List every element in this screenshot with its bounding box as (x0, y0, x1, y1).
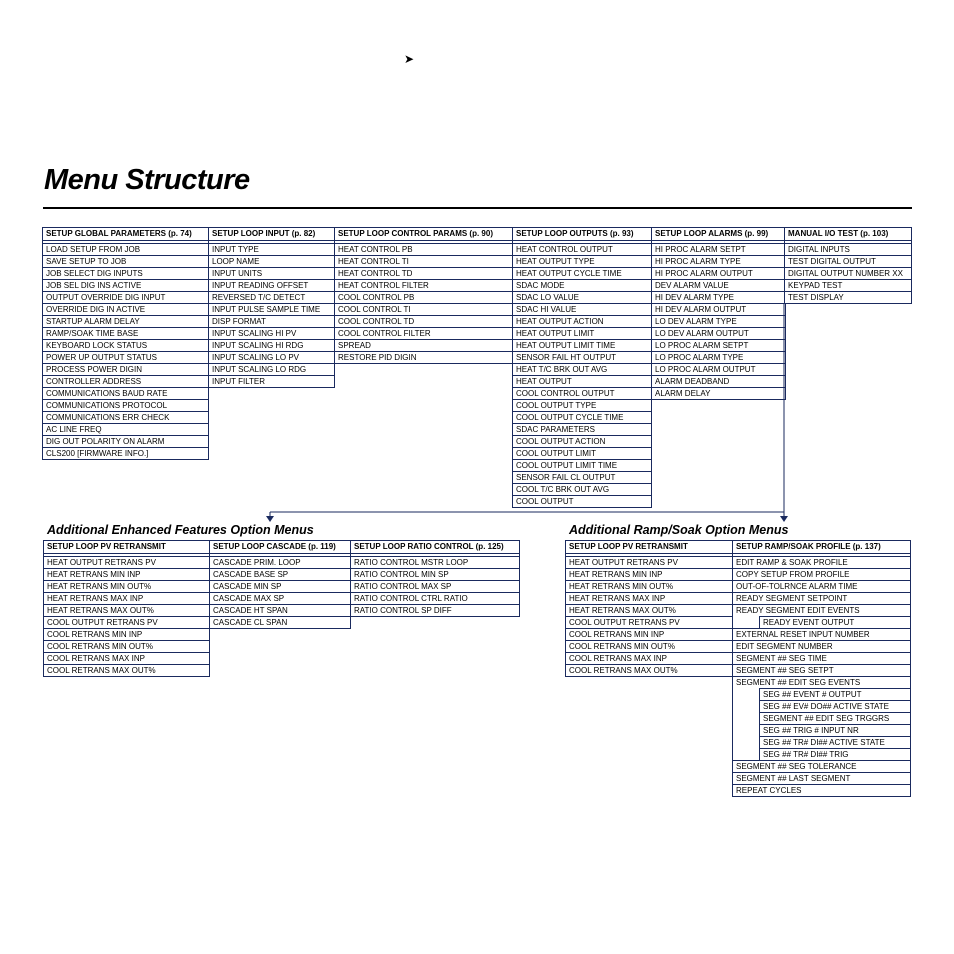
menu-item: POWER UP OUTPUT STATUS (43, 351, 208, 363)
menu-item: LOAD SETUP FROM JOB (43, 243, 208, 255)
menu-item: HEAT RETRANS MAX INP (44, 592, 209, 604)
menu-header: SETUP RAMP/SOAK PROFILE (p. 137) (733, 541, 910, 554)
menu-item: READY SEGMENT SETPOINT (733, 592, 910, 604)
menu-item: SEGMENT ## EDIT SEG TRGGRS (759, 712, 910, 724)
menu-item: HEAT RETRANS MAX OUT% (566, 604, 732, 616)
menu-header: SETUP LOOP PV RETRANSMIT (566, 541, 732, 554)
menu-item: OUT-OF-TOLRNCE ALARM TIME (733, 580, 910, 592)
menu-item: COMMUNICATIONS PROTOCOL (43, 399, 208, 411)
menu-item: REPEAT CYCLES (733, 784, 910, 796)
menu-item: KEYPAD TEST (785, 279, 911, 291)
menu-item: RATIO CONTROL MIN SP (351, 568, 519, 580)
menu-item: COOL CONTROL TD (335, 315, 512, 327)
menu-item: EDIT RAMP & SOAK PROFILE (733, 556, 910, 568)
menu-item: SENSOR FAIL HT OUTPUT (513, 351, 651, 363)
menu-item: SEGMENT ## SEG TIME (733, 652, 910, 664)
menu-item: TEST DISPLAY (785, 291, 911, 303)
pointer-arrow-icon: ➤ (404, 52, 415, 66)
menu-item: COOL RETRANS MIN OUT% (44, 640, 209, 652)
arrow-down-icon (780, 516, 788, 522)
menu-item: SPREAD (335, 339, 512, 351)
menu-item: COMMUNICATIONS ERR CHECK (43, 411, 208, 423)
menu-item: SENSOR FAIL CL OUTPUT (513, 471, 651, 483)
menu-item: SEGMENT ## EDIT SEG EVENTS (733, 676, 910, 688)
menu-item: RATIO CONTROL CTRL RATIO (351, 592, 519, 604)
menu-item: HEAT RETRANS MAX INP (566, 592, 732, 604)
menu-item: INPUT PULSE SAMPLE TIME (209, 303, 334, 315)
menu-header: SETUP LOOP CASCADE (p. 119) (210, 541, 350, 554)
menu-item: SEG ## TR# DI## ACTIVE STATE (759, 736, 910, 748)
menu-item: RATIO CONTROL MAX SP (351, 580, 519, 592)
menu-item: COOL OUTPUT ACTION (513, 435, 651, 447)
menu-item: CASCADE HT SPAN (210, 604, 350, 616)
menu-item: HI PROC ALARM SETPT (652, 243, 785, 255)
menu-header: SETUP LOOP PV RETRANSMIT (44, 541, 209, 554)
menu-item: CASCADE MIN SP (210, 580, 350, 592)
menu-item: CASCADE CL SPAN (210, 616, 350, 628)
menu-item: CLS200 [FIRMWARE INFO.] (43, 447, 208, 459)
menu-item: HEAT OUTPUT LIMIT (513, 327, 651, 339)
menu-item: INPUT READING OFFSET (209, 279, 334, 291)
menu-item: INPUT SCALING HI PV (209, 327, 334, 339)
menu-item: COOL RETRANS MAX OUT% (566, 664, 732, 676)
menu-item: SEGMENT ## SEG TOLERANCE (733, 760, 910, 772)
arrow-down-icon (266, 516, 274, 522)
menu-item: LO DEV ALARM OUTPUT (652, 327, 785, 339)
menu-item: DISP FORMAT (209, 315, 334, 327)
menu-item: HEAT RETRANS MIN OUT% (44, 580, 209, 592)
menu-item: OUTPUT OVERRIDE DIG INPUT (43, 291, 208, 303)
menu-header: SETUP LOOP RATIO CONTROL (p. 125) (351, 541, 519, 554)
menu-item: LO DEV ALARM TYPE (652, 315, 785, 327)
menu-item: HEAT CONTROL FILTER (335, 279, 512, 291)
menu-item: DIGITAL INPUTS (785, 243, 911, 255)
menu-item: HI DEV ALARM TYPE (652, 291, 785, 303)
menu-item: LO PROC ALARM SETPT (652, 339, 785, 351)
menu-item: ALARM DELAY (652, 387, 785, 399)
menu-item: LOOP NAME (209, 255, 334, 267)
menu-item: HEAT RETRANS MIN INP (566, 568, 732, 580)
menu-item: COOL CONTROL PB (335, 291, 512, 303)
menu-item: SDAC PARAMETERS (513, 423, 651, 435)
menu-item: COOL OUTPUT LIMIT (513, 447, 651, 459)
menu-item: INPUT UNITS (209, 267, 334, 279)
menu-item: COPY SETUP FROM PROFILE (733, 568, 910, 580)
menu-item: HEAT RETRANS MIN OUT% (566, 580, 732, 592)
menu-header: SETUP LOOP OUTPUTS (p. 93) (513, 228, 651, 241)
menu-item: SEG ## EVENT # OUTPUT (759, 688, 910, 700)
menu-item: SDAC HI VALUE (513, 303, 651, 315)
menu-item: DIG OUT POLARITY ON ALARM (43, 435, 208, 447)
menu-item: EXTERNAL RESET INPUT NUMBER (733, 628, 910, 640)
menu-item: LO PROC ALARM OUTPUT (652, 363, 785, 375)
menu-item: INPUT FILTER (209, 375, 334, 387)
menu-item: HEAT OUTPUT LIMIT TIME (513, 339, 651, 351)
menu-header: SETUP LOOP ALARMS (p. 99) (652, 228, 785, 241)
menu-item: HEAT OUTPUT ACTION (513, 315, 651, 327)
menu-item: CONTROLLER ADDRESS (43, 375, 208, 387)
menu-item: COOL OUTPUT RETRANS PV (566, 616, 732, 628)
menu-item: COOL OUTPUT (513, 495, 651, 507)
menu-item: HI PROC ALARM OUTPUT (652, 267, 785, 279)
menu-item: HEAT OUTPUT RETRANS PV (566, 556, 732, 568)
menu-item: INPUT SCALING LO RDG (209, 363, 334, 375)
menu-header: SETUP GLOBAL PARAMETERS (p. 74) (43, 228, 208, 241)
menu-item: SEG ## EV# DO## ACTIVE STATE (759, 700, 910, 712)
menu-item: COOL CONTROL TI (335, 303, 512, 315)
menu-item: AC LINE FREQ (43, 423, 208, 435)
page-title: Menu Structure (44, 164, 250, 196)
menu-item: COOL RETRANS MIN OUT% (566, 640, 732, 652)
menu-item: STARTUP ALARM DELAY (43, 315, 208, 327)
menu-item: COOL RETRANS MAX INP (566, 652, 732, 664)
menu-item: INPUT SCALING HI RDG (209, 339, 334, 351)
menu-header: SETUP LOOP INPUT (p. 82) (209, 228, 334, 241)
menu-item: READY SEGMENT EDIT EVENTS (733, 604, 910, 616)
menu-item: COOL RETRANS MAX INP (44, 652, 209, 664)
menu-item: RATIO CONTROL SP DIFF (351, 604, 519, 616)
menu-item: KEYBOARD LOCK STATUS (43, 339, 208, 351)
menu-item: HEAT CONTROL TD (335, 267, 512, 279)
menu-item: HEAT CONTROL PB (335, 243, 512, 255)
menu-item: COOL OUTPUT RETRANS PV (44, 616, 209, 628)
menu-item: DEV ALARM VALUE (652, 279, 785, 291)
menu-item: HEAT OUTPUT TYPE (513, 255, 651, 267)
menu-item: INPUT TYPE (209, 243, 334, 255)
menu-header: MANUAL I/O TEST (p. 103) (785, 228, 911, 241)
menu-item: COOL CONTROL FILTER (335, 327, 512, 339)
menu-item: COOL T/C BRK OUT AVG (513, 483, 651, 495)
menu-item: ALARM DEADBAND (652, 375, 785, 387)
menu-item: OVERRIDE DIG IN ACTIVE (43, 303, 208, 315)
menu-item: HI PROC ALARM TYPE (652, 255, 785, 267)
menu-item: HEAT CONTROL TI (335, 255, 512, 267)
menu-item: COOL RETRANS MIN INP (44, 628, 209, 640)
menu-item: SAVE SETUP TO JOB (43, 255, 208, 267)
menu-item: HEAT OUTPUT CYCLE TIME (513, 267, 651, 279)
menu-item: COOL OUTPUT TYPE (513, 399, 651, 411)
menu-item: CASCADE MAX SP (210, 592, 350, 604)
menu-item: INPUT SCALING LO PV (209, 351, 334, 363)
menu-item: RATIO CONTROL MSTR LOOP (351, 556, 519, 568)
menu-item: JOB SELECT DIG INPUTS (43, 267, 208, 279)
menu-item: READY EVENT OUTPUT (759, 616, 910, 628)
menu-item: HEAT OUTPUT RETRANS PV (44, 556, 209, 568)
menu-header: SETUP LOOP CONTROL PARAMS (p. 90) (335, 228, 512, 241)
menu-item: TEST DIGITAL OUTPUT (785, 255, 911, 267)
menu-item: SDAC LO VALUE (513, 291, 651, 303)
enhanced-features-title: Additional Enhanced Features Option Menus (47, 523, 314, 537)
menu-item: DIGITAL OUTPUT NUMBER XX (785, 267, 911, 279)
menu-item: HEAT RETRANS MAX OUT% (44, 604, 209, 616)
menu-item: HI DEV ALARM OUTPUT (652, 303, 785, 315)
ramp-soak-title: Additional Ramp/Soak Option Menus (569, 523, 789, 537)
menu-item: SEGMENT ## SEG SETPT (733, 664, 910, 676)
menu-item: HEAT T/C BRK OUT AVG (513, 363, 651, 375)
menu-item: CASCADE PRIM. LOOP (210, 556, 350, 568)
menu-item: COOL CONTROL OUTPUT (513, 387, 651, 399)
menu-item: HEAT RETRANS MIN INP (44, 568, 209, 580)
menu-item: JOB SEL DIG INS ACTIVE (43, 279, 208, 291)
menu-item: COMMUNICATIONS BAUD RATE (43, 387, 208, 399)
menu-item: RESTORE PID DIGIN (335, 351, 512, 363)
menu-item: RAMP/SOAK TIME BASE (43, 327, 208, 339)
menu-item: HEAT OUTPUT (513, 375, 651, 387)
menu-item: PROCESS POWER DIGIN (43, 363, 208, 375)
menu-item: SEG ## TR# DI## TRIG (759, 748, 910, 760)
menu-item: SEGMENT ## LAST SEGMENT (733, 772, 910, 784)
menu-item: COOL RETRANS MIN INP (566, 628, 732, 640)
menu-item: COOL OUTPUT LIMIT TIME (513, 459, 651, 471)
menu-item: SEG ## TRIG # INPUT NR (759, 724, 910, 736)
menu-item: COOL OUTPUT CYCLE TIME (513, 411, 651, 423)
menu-item: CASCADE BASE SP (210, 568, 350, 580)
menu-item: LO PROC ALARM TYPE (652, 351, 785, 363)
menu-item: EDIT SEGMENT NUMBER (733, 640, 910, 652)
menu-item: COOL RETRANS MAX OUT% (44, 664, 209, 676)
menu-item: SDAC MODE (513, 279, 651, 291)
menu-item: REVERSED T/C DETECT (209, 291, 334, 303)
menu-item: HEAT CONTROL OUTPUT (513, 243, 651, 255)
